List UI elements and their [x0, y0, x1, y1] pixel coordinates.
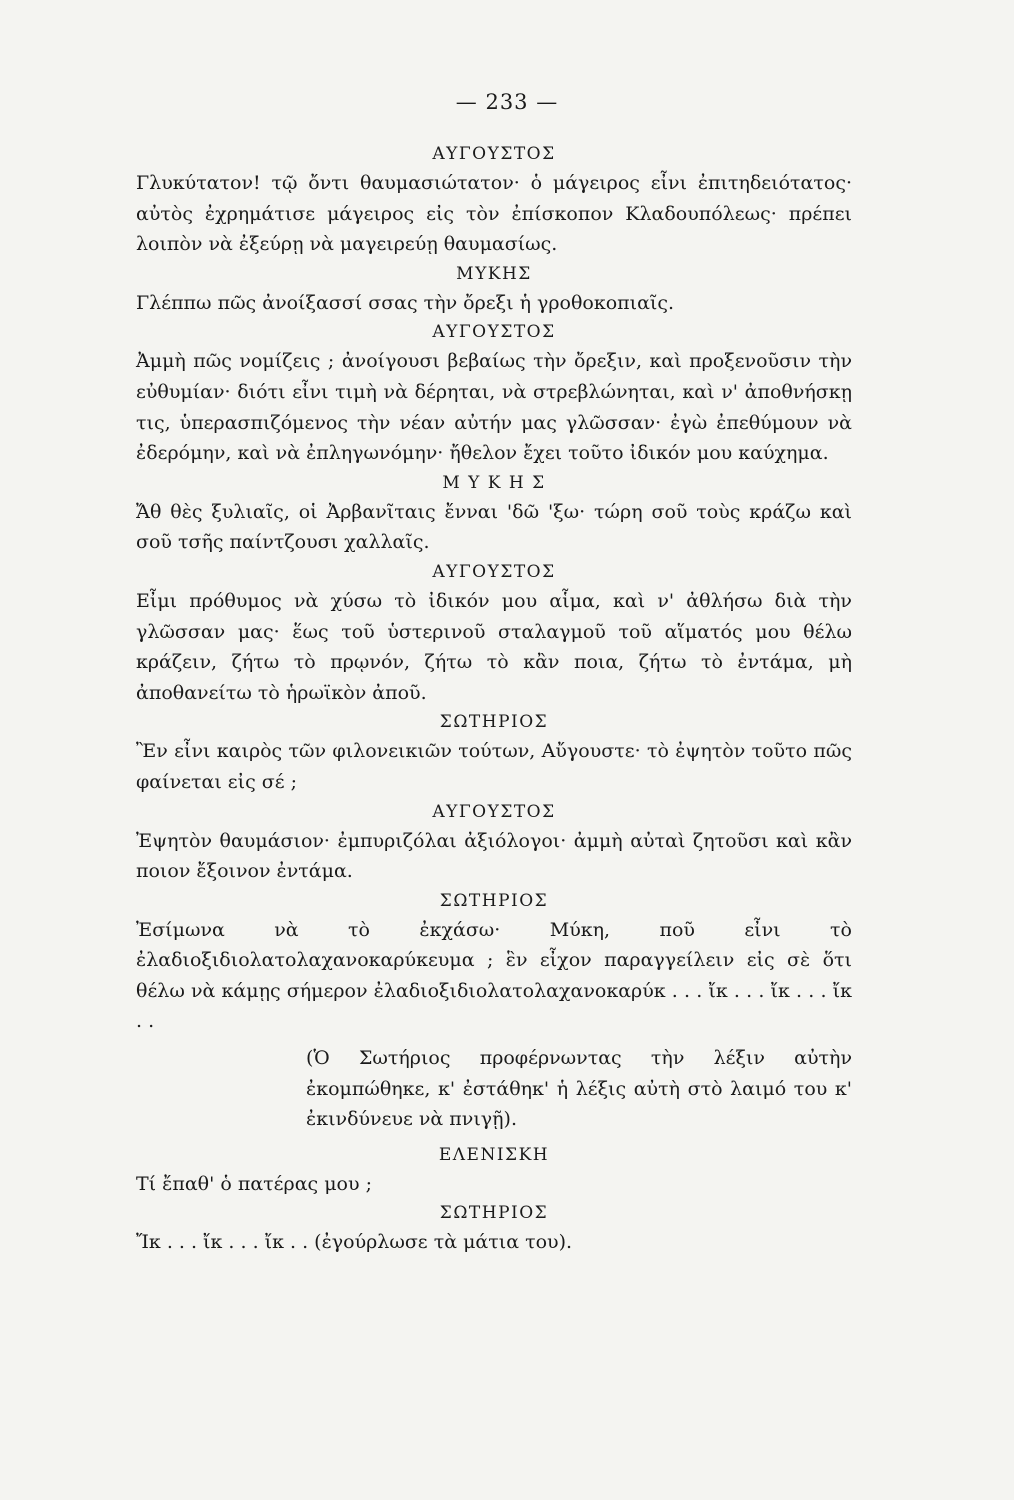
speaker-name: ΑΥΓΟΥΣΤΟΣ — [432, 561, 556, 582]
dialogue-line: Ἐσίμωνα νὰ τὸ ἐκχάσω· Μύκη, ποῦ εἶνι τὸ ἐλαδιοξιδιολατολαχανοκαρύκευμα ; ἓν εἶχον παραγγείλειν εἰς σὲ ὅτι θέλω νὰ κάμῃς σήμερον ἐλαδιοξιδιολατολαχανοκαρύκ . . . ἴκ . . . ἴκ . . . ἴκ . . — [136, 918, 852, 1033]
speaker-name: ΑΥΓΟΥΣΤΟΣ — [432, 322, 556, 343]
dialogue-line: Ἀμμὴ πῶς νομίζεις ; ἀνοίγουσι βεβαίως τὴν ὄρεξιν, καὶ προξενοῦσιν τὴν εὐθυμίαν· διότι εἶνι τιμὴ νὰ δέρηται, νὰ στρεβλώνηται, καὶ ν' ἀποθνήσκῃ τις, ὑπερασπιζόμενος τὴν νέαν αὐτήν μας γλῶσσαν· ἐγὼ ἐπεθύμουν νὰ ἐδερόμην, καὶ νὰ ἐπληγωνόμην· ἤθελον ἔχει τοῦτο ἰδικόν μου καύχημα. — [136, 350, 852, 465]
dialogue-line: Ἒν εἶνι καιρὸς τῶν φιλονεικιῶν τούτων, Αὔγουστε· τὸ ἐψητὸν τοῦτο πῶς φαίνεται εἰς σέ ; — [136, 740, 852, 793]
speaker-name: ΑΥΓΟΥΣΤΟΣ — [432, 801, 556, 822]
speaker-name: ΣΩΤΗΡΙΟΣ — [439, 890, 549, 911]
dialogue-line: Τί ἔπαθ' ὁ πατέρας μου ; — [136, 1172, 372, 1195]
speaker-name: ΣΩΤΗΡΙΟΣ — [439, 1203, 549, 1224]
dialogue-line: Γλυκύτατον! τῷ ὄντι θαυμασιώτατον· ὁ μάγειρος εἶνι ἐπιτηδειότατος· αὐτὸς ἐχρημάτισε μάγειρος εἰς τὸν ἐπίσκοπον Κλαδουπόλεως· πρέπει λοιπὸν νὰ ἐξεύρῃ νὰ μαγειρεύῃ θαυμασίως. — [136, 172, 852, 256]
speaker-name: ΜΥΚΗΣ — [456, 263, 532, 284]
dialogue-line: Ἴκ . . . ἴκ . . . ἴκ . . (ἐγούρλωσε τὰ μάτια του). — [136, 1231, 573, 1254]
speaker-name: ΕΛΕΝΙΣΚΗ — [438, 1144, 550, 1165]
page-number: — 233 — — [455, 90, 559, 114]
dialogue-line: Εἶμι πρόθυμος νὰ χύσω τὸ ἰδικόν μου αἷμα, καὶ ν' ἀθλήσω διὰ τὴν γλῶσσαν μας· ἕως τοῦ ὑστερινοῦ σταλαγμοῦ τοῦ αἵματός μου θέλω κράζειν, ζήτω τὸ πρῳνόν, ζήτω τὸ κἂν ποια, ζήτω τὸ ἐντάμα, μὴ ἀποθανείτω τὸ ἡρωϊκὸν ἀποῦ. — [136, 589, 852, 704]
dialogue-line: Ἄθ θὲς ξυλιαῖς, οἱ Ἀρβανῖταις ἔνναι 'δῶ 'ξω· τώρη σοῦ τοὺς κράζω καὶ σοῦ τσῆς παίντζουσι χαλλαῖς. — [136, 500, 852, 554]
dialogue-line: Ἐψητὸν θαυμάσιον· ἐμπυριζόλαι ἀξιόλογοι· ἀμμὴ αὐταὶ ζητοῦσι καὶ κἂν ποιον ἔξοινον ἐντάμα. — [136, 829, 852, 883]
speaker-name: ΑΥΓΟΥΣΤΟΣ — [432, 144, 556, 164]
speaker-name: ΣΩΤΗΡΙΟΣ — [439, 712, 549, 733]
play-text — [136, 140, 852, 1258]
stage-direction: (Ὁ Σωτήριος προφέρνωντας τὴν λέξιν αὐτὴν ἐκομπώθηκε, κ' ἐστάθηκ' ἡ λέξις αὐτὴ στὸ λαιμό του κ' ἐκινδύνευε νὰ πνιγῇ). — [306, 1047, 852, 1131]
dialogue-line: Γλέππω πῶς ἀνοίξασσί σσας τὴν ὄρεξι ἡ γροθοκοπιαῖς. — [136, 291, 675, 314]
speaker-name: Μ Υ Κ Η Σ — [442, 472, 546, 493]
